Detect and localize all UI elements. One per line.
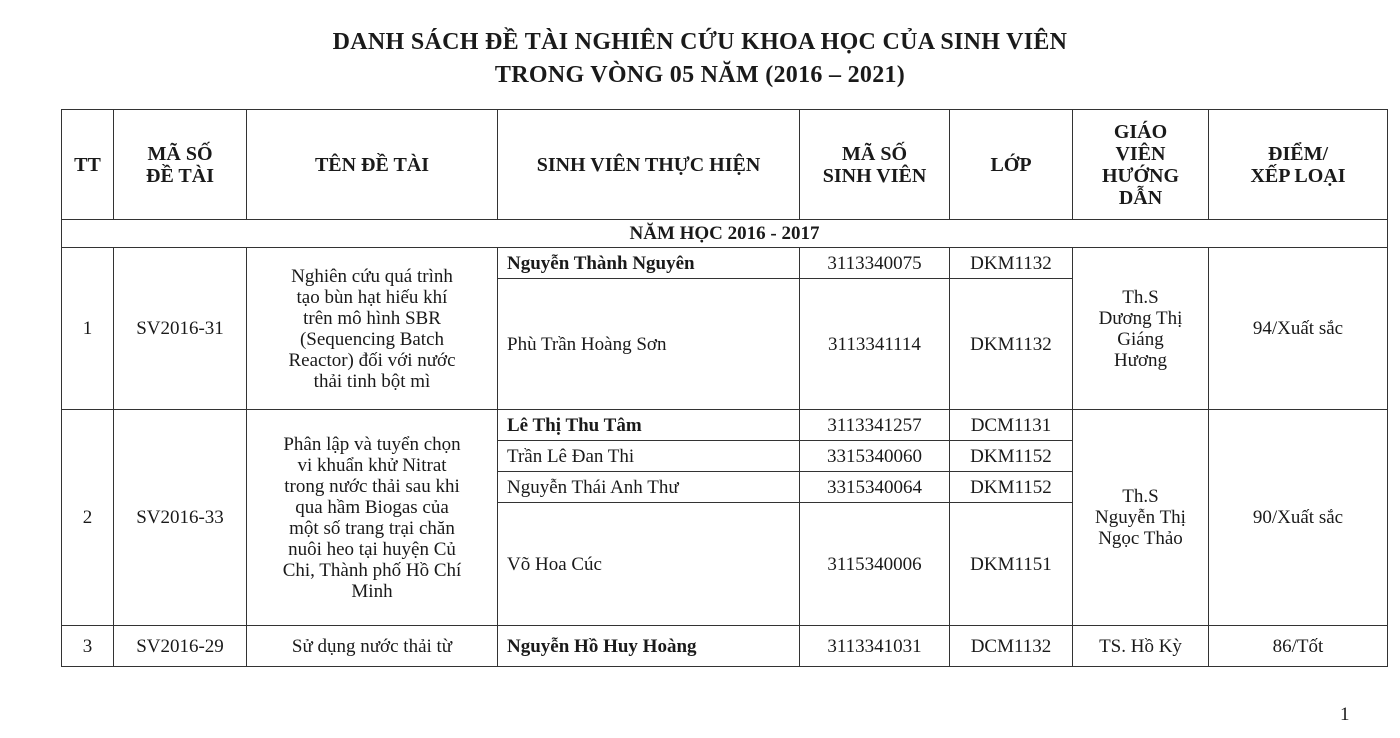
- project-grade: 90/Xuất sắc: [1209, 410, 1388, 626]
- header-students: SINH VIÊN THỰC HIỆN: [498, 110, 800, 220]
- student-id: 3113340075: [800, 248, 950, 279]
- student-name: Nguyễn Thành Nguyên: [498, 248, 800, 279]
- project-grade: 86/Tốt: [1209, 626, 1388, 667]
- student-class: DKM1152: [950, 441, 1073, 472]
- student-id: 3113341031: [800, 626, 950, 667]
- project-tt: 3: [62, 626, 114, 667]
- project-title: Sử dụng nước thải từ: [247, 626, 498, 667]
- student-class: DKM1152: [950, 472, 1073, 503]
- header-tt: TT: [62, 110, 114, 220]
- header-advisor: GIÁO VIÊN HƯỚNG DẪN: [1073, 110, 1209, 220]
- project-grade: 94/Xuất sắc: [1209, 248, 1388, 410]
- student-name: Nguyễn Thái Anh Thư: [498, 472, 800, 503]
- student-name: Võ Hoa Cúc: [498, 503, 800, 626]
- student-name: Trần Lê Đan Thi: [498, 441, 800, 472]
- project-advisor: TS. Hồ Kỳ: [1073, 626, 1209, 667]
- header-row: [62, 110, 1388, 220]
- project-code: SV2016-31: [114, 248, 247, 410]
- student-name: Lê Thị Thu Tâm: [498, 410, 800, 441]
- document-title: DANH SÁCH ĐỀ TÀI NGHIÊN CỨU KHOA HỌC CỦA SINH VIÊN: [332, 29, 1068, 55]
- student-name: Nguyễn Hồ Huy Hoàng: [498, 626, 800, 667]
- student-class: DKM1151: [950, 503, 1073, 626]
- student-class: DCM1131: [950, 410, 1073, 441]
- student-id: 3315340060: [800, 441, 950, 472]
- section-label: NĂM HỌC 2016 - 2017: [62, 220, 1388, 248]
- student-id: 3115340006: [800, 503, 950, 626]
- student-id: 3113341257: [800, 410, 950, 441]
- student-class: DKM1132: [950, 248, 1073, 279]
- project-tt: 2: [62, 410, 114, 626]
- research-topics-table: [61, 109, 1388, 667]
- header-class: LỚP: [950, 110, 1073, 220]
- student-id: 3113341114: [800, 279, 950, 410]
- project-title: Nghiên cứu quá trình tạo bùn hạt hiếu khí trên mô hình SBR (Sequencing Batch Reactor) đối với nước thải tinh bột mì: [247, 248, 498, 410]
- project-code: SV2016-33: [114, 410, 247, 626]
- student-class: DCM1132: [950, 626, 1073, 667]
- page-number: 1: [1340, 704, 1350, 725]
- project-tt: 1: [62, 248, 114, 410]
- project-advisor: Th.S Dương Thị Giáng Hương: [1073, 248, 1209, 410]
- table-row: [62, 410, 1388, 441]
- project-advisor: Th.S Nguyễn Thị Ngọc Thảo: [1073, 410, 1209, 626]
- project-title: Phân lập và tuyển chọn vi khuẩn khử Nitrat trong nước thải sau khi qua hầm Biogas của một số trang trại chăn nuôi heo tại huyện Củ Chi, Thành phố Hồ Chí Minh: [247, 410, 498, 626]
- table-row: [62, 626, 1388, 667]
- table-row: [62, 248, 1388, 279]
- header-topic-code: MÃ SỐ ĐỀ TÀI: [114, 110, 247, 220]
- header-student-id: MÃ SỐ SINH VIÊN: [800, 110, 950, 220]
- header-topic-name: TÊN ĐỀ TÀI: [247, 110, 498, 220]
- student-name: Phù Trần Hoàng Sơn: [498, 279, 800, 410]
- student-class: DKM1132: [950, 279, 1073, 410]
- header-grade: ĐIỂM/ XẾP LOẠI: [1209, 110, 1388, 220]
- document-subtitle: TRONG VÒNG 05 NĂM (2016 – 2021): [494, 62, 906, 88]
- project-code: SV2016-29: [114, 626, 247, 667]
- student-id: 3315340064: [800, 472, 950, 503]
- section-row: [62, 220, 1388, 248]
